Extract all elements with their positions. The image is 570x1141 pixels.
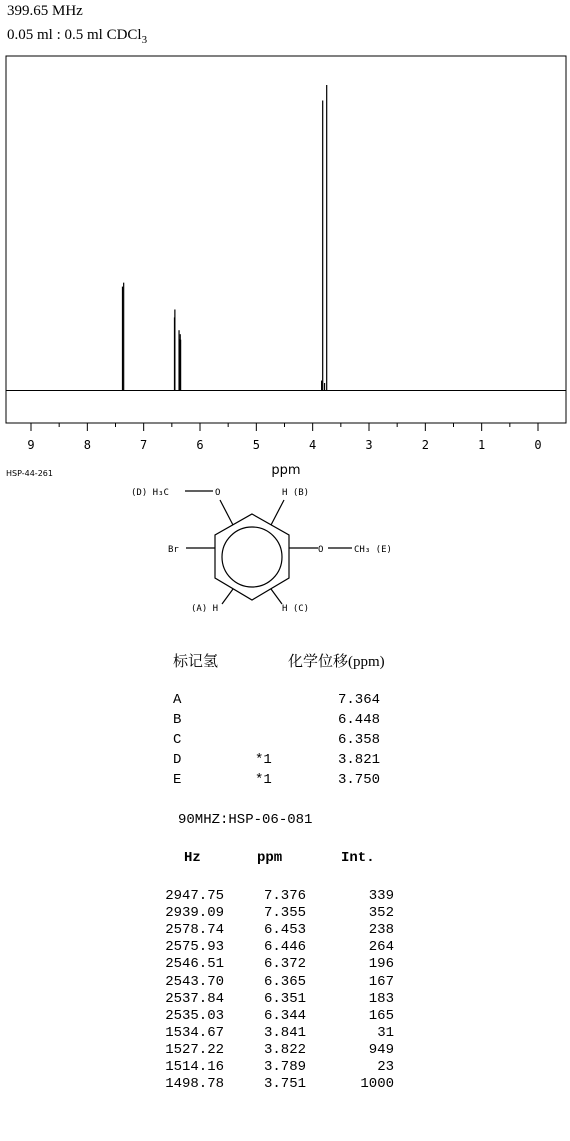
peak-cell-int: 339 — [368, 888, 394, 904]
peak-cell-hz: 2543.70 — [165, 973, 224, 990]
shift-row — [173, 772, 433, 792]
tick-label: 1 — [478, 438, 486, 452]
peak-cell-ppm: 3.789 — [263, 1059, 306, 1075]
label-o-top: O — [215, 488, 221, 498]
peak-row — [160, 991, 400, 1008]
tick-label: 5 — [252, 438, 260, 452]
peak-cell-hz: 1534.67 — [165, 1024, 224, 1041]
tick-label: 2 — [421, 438, 429, 452]
peak-cell-hz: 2578.74 — [165, 922, 224, 939]
peak-cell-int: 23 — [377, 1059, 394, 1075]
bond-c-hc — [271, 589, 282, 604]
peak-cell-hz: 1498.78 — [165, 1076, 224, 1093]
peak-cell-hz: 2537.84 — [165, 990, 224, 1007]
tick-label: 7 — [140, 438, 148, 452]
peak-cell-hz: 2546.51 — [165, 956, 224, 973]
bond-c-hb — [271, 500, 284, 525]
tick-label: 8 — [83, 438, 91, 452]
shift-cell-shift: 7.364 — [338, 692, 381, 708]
spectrum-code: HSP-44-261 — [6, 469, 53, 478]
peak-cell-int: 183 — [368, 990, 394, 1007]
label-e-group: CH₃ (E) — [354, 545, 392, 555]
peak-row — [160, 1059, 400, 1076]
peak-row — [160, 956, 400, 973]
peak-row — [160, 888, 400, 905]
peak-row — [160, 939, 400, 956]
solvent-subscript: 3 — [141, 34, 148, 46]
peak-row — [160, 1042, 400, 1059]
peak-cell-hz: 1514.16 — [165, 1059, 224, 1075]
tick-label: 6 — [196, 438, 204, 452]
aromatic-circle — [222, 527, 282, 587]
tick-label: 4 — [309, 438, 317, 452]
peak-cell-hz: 1527.22 — [165, 1041, 224, 1058]
peak-cell-hz: 2535.03 — [165, 1007, 224, 1024]
peak-cell-ppm: 6.372 — [263, 956, 306, 973]
peak-cell-ppm: 7.376 — [263, 888, 306, 904]
label-hc: H (C) — [282, 604, 310, 614]
shift-cell-shift: 3.750 — [338, 772, 381, 788]
peak-cell-int: 196 — [368, 956, 394, 973]
shift-cell-label: A — [173, 692, 182, 708]
shift-cell-label: C — [173, 732, 182, 748]
peak-cell-hz: 2939.09 — [165, 905, 224, 922]
peak-cell-ppm: 6.351 — [263, 990, 306, 1007]
shift-cell-shift: 3.821 — [338, 752, 381, 768]
peak-row — [160, 1076, 400, 1093]
peak-cell-ppm: 7.355 — [263, 905, 306, 922]
peak-cell-hz: 2947.75 — [165, 888, 224, 904]
peak-row — [160, 922, 400, 939]
reference-90mhz: 90MHZ:HSP-06-081 — [178, 812, 313, 828]
x-axis-label: ppm — [271, 463, 301, 478]
shift-cell-note: *1 — [255, 752, 272, 768]
tick-label: 9 — [27, 438, 35, 452]
peak-cell-int: 165 — [368, 1007, 394, 1024]
peak-header-hz: Hz — [184, 850, 201, 866]
peak-cell-ppm: 3.751 — [263, 1076, 306, 1093]
spectrometer-frequency: 399.65 MHz — [7, 3, 83, 19]
bond-c-otop — [220, 500, 233, 525]
peak-cell-int: 31 — [377, 1024, 394, 1041]
shift-row — [173, 752, 433, 772]
label-ha: (A) H — [191, 604, 219, 614]
peak-header-int: Int. — [341, 850, 375, 866]
peak-cell-int: 949 — [368, 1041, 394, 1058]
peak-header-ppm: ppm — [257, 850, 283, 866]
label-br: Br — [168, 545, 179, 555]
peak-row — [160, 1025, 400, 1042]
shift-cell-shift: 6.358 — [338, 732, 381, 748]
tick-label: 0 — [534, 438, 542, 452]
peak-cell-hz: 2575.93 — [165, 939, 224, 956]
shift-row — [173, 732, 433, 752]
peak-cell-ppm: 6.344 — [263, 1007, 306, 1024]
peak-cell-int: 238 — [368, 922, 394, 939]
tick-label: 3 — [365, 438, 373, 452]
label-d-group: (D) H₃C — [131, 488, 169, 498]
bond-c-ha — [222, 589, 233, 604]
peak-cell-int: 1000 — [360, 1076, 394, 1093]
peak-row — [160, 974, 400, 991]
peak-cell-ppm: 3.822 — [263, 1041, 306, 1058]
shift-cell-label: B — [173, 712, 182, 728]
shift-cell-shift: 6.448 — [338, 712, 381, 728]
shift-cell-note: *1 — [255, 772, 272, 788]
shift-cell-label: E — [173, 772, 182, 788]
shift-header-shift: 化学位移(ppm) — [288, 654, 385, 670]
peak-cell-ppm: 6.446 — [263, 939, 306, 956]
solvent-prefix: 0.05 ml : 0.5 ml CDCl — [7, 27, 142, 43]
label-hb: H (B) — [282, 488, 310, 498]
label-o-right: O — [318, 545, 324, 555]
peak-cell-ppm: 6.365 — [263, 973, 306, 990]
shift-header-label: 标记氢 — [173, 654, 219, 670]
shift-row — [173, 712, 433, 732]
peak-cell-int: 167 — [368, 973, 394, 990]
peak-row — [160, 905, 400, 922]
shift-cell-label: D — [173, 752, 182, 768]
peak-cell-int: 352 — [368, 905, 394, 922]
peak-cell-ppm: 3.841 — [263, 1024, 306, 1041]
peak-cell-ppm: 6.453 — [263, 922, 306, 939]
peak-row — [160, 1008, 400, 1025]
peak-cell-int: 264 — [368, 939, 394, 956]
shift-row — [173, 692, 433, 712]
